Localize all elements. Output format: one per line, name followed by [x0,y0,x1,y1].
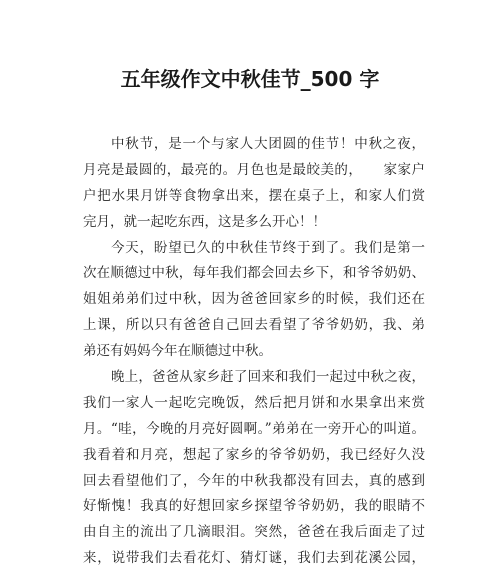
document-title: 五年级作文中秋佳节_500 字 [120,67,380,91]
text-line: 弟还有妈妈今年在顺德过中秋。 [83,343,272,360]
paragraph-2 [83,236,425,365]
text-line: 上课，所以只有爸爸自己回去看望了爷爷奶奶，我、弟 [83,317,425,334]
text-line: 中秋节，是一个与家人大团圆的佳节！中秋之夜， [111,136,425,152]
text-line: 好惭愧！我真的好想回家乡探望爷爷奶奶，我的眼睛不 [83,498,425,515]
text-line: 我看着和月亮，想起了家乡的爷爷奶奶，我已经好久没 [83,446,425,463]
text-line: 我们一家人一起吃完晚饭，然后把月饼和水果拿出来赏 [83,394,425,411]
text-line: 晚上，爸爸从家乡赶了回来和我们一起过中秋之夜， [111,369,425,386]
text-line: 户把水果月饼等食物拿出来，摆在桌子上，和家人们赏 [83,187,425,204]
paragraph-1 [83,132,425,236]
text-line: 姐姐弟弟们过中秋，因为爸爸回家乡的时候，我们还在 [83,291,425,308]
text-line: 回去看望他们了，今年的中秋我都没有回去，真的感到 [83,472,425,489]
text-line: 次在顺德过中秋，每年我们都会回去乡下，和爷爷奶奶、 [83,265,425,282]
text-line: 完月，就一起吃东西，这是多么开心！！ [83,213,326,230]
document-body [83,132,425,566]
text-line: 今天，盼望已久的中秋佳节终于到了。我们是第一 [111,239,425,256]
text-line: 月亮是最圆的，最亮的。月色也是最皎美的， 家家户 [83,161,425,178]
text-line: 来，说带我们去看花灯、猜灯谜，我们去到花溪公园， [83,550,425,566]
paragraph-3 [83,365,425,566]
text-line: 月。“哇，今晚的月亮好圆啊。”弟弟在一旁开心的叫道。 [83,420,425,437]
text-line: 由自主的流出了几滴眼泪。突然，爸爸在我后面走了过 [83,524,425,541]
